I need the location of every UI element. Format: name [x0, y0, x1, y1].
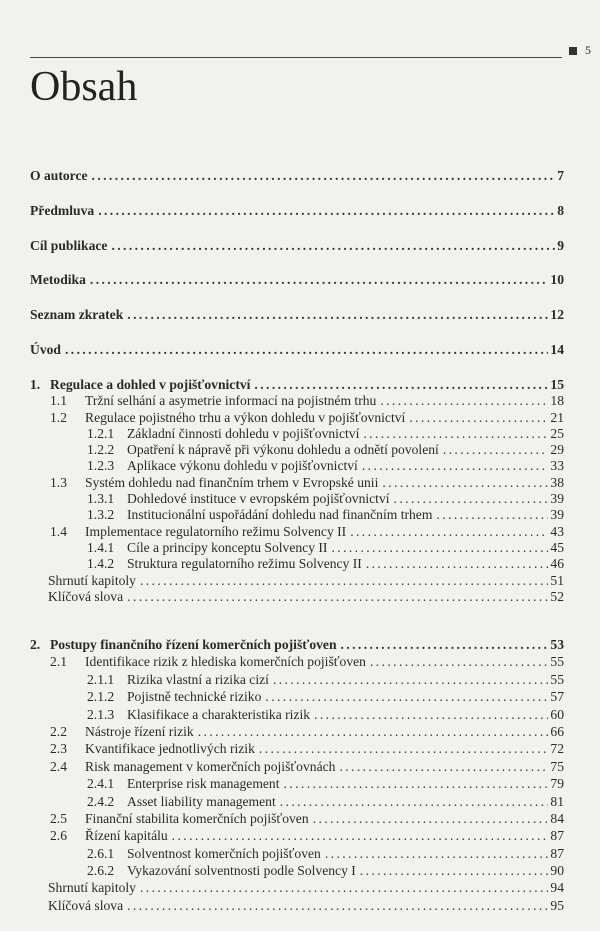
toc-entry-page: 46 — [550, 556, 564, 572]
toc-entry-page: 7 — [557, 168, 564, 183]
toc-entry-title: Základní činnosti dohledu v pojišťovnictví — [127, 425, 360, 441]
toc-entry[interactable] — [30, 636, 564, 653]
toc-entry-number: 2.6.1 — [87, 845, 115, 861]
chapter-1-list — [30, 377, 564, 605]
toc-entry-title: Struktura regulatorního režimu Solvency II — [127, 556, 362, 572]
toc-entry[interactable] — [30, 758, 564, 775]
toc-entry-page: 87 — [550, 828, 564, 844]
toc-entry-title: Kvantifikace jednotlivých rizik — [85, 741, 255, 757]
toc-entry-page: 43 — [550, 523, 564, 539]
dot-leader — [409, 410, 548, 426]
toc-entry-number: 1.4.1 — [87, 539, 115, 555]
dot-leader — [254, 377, 548, 393]
toc-entry-page: 94 — [550, 880, 564, 896]
toc-entry-page: 66 — [550, 723, 564, 739]
toc-entry-number: 1.4 — [50, 523, 67, 539]
toc-entry[interactable] — [30, 194, 564, 229]
toc-entry-page: 15 — [550, 377, 564, 392]
toc-entry[interactable] — [30, 540, 564, 556]
dot-leader — [380, 393, 548, 409]
toc-entry[interactable] — [30, 740, 564, 757]
toc-entry-title: Dohledové instituce v evropském pojišťovnictví — [127, 491, 390, 507]
dot-leader — [325, 845, 549, 862]
toc-entry-title: Risk management v komerčních pojišťovnách — [85, 758, 336, 774]
toc-entry-number: 2.1 — [50, 654, 67, 670]
toc-entry-page: 39 — [550, 507, 564, 523]
toc-entry-page: 72 — [550, 741, 564, 757]
dot-leader — [339, 758, 548, 775]
dot-leader — [127, 298, 548, 333]
dot-leader — [314, 706, 548, 723]
toc-entry-page: 29 — [550, 442, 564, 458]
toc-entry-title: Úvod — [30, 341, 61, 357]
toc-entry-title: Seznam zkratek — [30, 307, 124, 323]
page-title: Obsah — [30, 64, 138, 110]
toc-entry-number: 2. — [30, 637, 41, 652]
toc-entry-page: 45 — [550, 539, 564, 555]
dot-leader — [370, 653, 548, 670]
dot-leader — [90, 263, 549, 298]
dot-leader — [363, 426, 548, 442]
front-matter-list — [30, 159, 564, 368]
dot-leader — [284, 775, 549, 792]
toc-entry[interactable] — [30, 410, 564, 426]
toc-entry-page: 55 — [550, 671, 564, 687]
dot-leader — [172, 827, 549, 844]
toc-entry-page: 8 — [557, 202, 564, 218]
toc-entry-title: Solventnost komerčních pojišťoven — [127, 845, 321, 861]
toc-entry-title: O autorce — [30, 168, 88, 183]
toc-entry[interactable] — [30, 879, 564, 896]
toc-entry-number: 1.2 — [50, 409, 67, 425]
toc-entry-number: 2.4 — [50, 758, 67, 774]
toc-entry-page: 52 — [550, 588, 564, 604]
toc-entry-page: 90 — [550, 863, 564, 879]
toc-entry[interactable] — [30, 793, 564, 810]
toc-entry-title: Pojistně technické riziko — [127, 689, 262, 705]
toc-entry-number: 2.5 — [50, 810, 67, 826]
toc-entry-title: Institucionální uspořádání dohledu nad finančním trhem — [127, 507, 433, 523]
toc-entry[interactable] — [30, 393, 564, 409]
toc-entry[interactable] — [30, 491, 564, 507]
toc-entry-page: 38 — [550, 474, 564, 490]
dot-leader — [331, 540, 548, 556]
toc-entry[interactable] — [30, 556, 564, 572]
toc-entry[interactable] — [30, 442, 564, 458]
toc-entry[interactable] — [30, 426, 564, 442]
toc-entry-number: 2.1.1 — [87, 671, 115, 687]
toc-entry-title: Řízení kapitálu — [85, 828, 168, 844]
toc-entry-title: Identifikace rizik z hlediska komerčních pojišťoven — [85, 654, 366, 670]
dot-leader — [198, 723, 549, 740]
toc-entry-title: Shrnutí kapitoly — [48, 880, 136, 896]
toc-entry[interactable] — [30, 573, 564, 589]
toc-entry-title: Cíle a principy konceptu Solvency II — [127, 539, 328, 555]
toc-entry[interactable] — [30, 377, 564, 393]
toc-entry[interactable] — [30, 475, 564, 491]
toc-entry-number: 2.4.1 — [87, 776, 115, 792]
dot-leader — [280, 793, 549, 810]
toc-entry-page: 9 — [557, 237, 564, 253]
dot-leader — [127, 589, 548, 605]
toc-entry[interactable] — [30, 706, 564, 723]
toc-entry-title: Nástroje řízení rizik — [85, 723, 194, 739]
toc-entry-page: 12 — [550, 307, 564, 323]
toc-entry-page: 18 — [550, 393, 564, 409]
dot-leader — [265, 688, 548, 705]
toc-entry[interactable] — [30, 775, 564, 792]
dot-leader — [127, 897, 548, 914]
toc-entry[interactable] — [30, 862, 564, 879]
toc-entry[interactable] — [30, 507, 564, 523]
toc-entry-page: 39 — [550, 491, 564, 507]
toc-entry[interactable] — [30, 827, 564, 844]
toc-entry-page: 55 — [550, 654, 564, 670]
dot-leader — [259, 740, 549, 757]
toc-entry-page: 21 — [550, 409, 564, 425]
toc-entry-page: 10 — [550, 272, 564, 288]
dot-leader — [111, 229, 555, 264]
toc-entry-title: Klasifikace a charakteristika rizik — [127, 706, 311, 722]
toc-entry-title: Vykazování solventnosti podle Solvency I — [127, 863, 356, 879]
toc-entry-number: 1.2.2 — [87, 442, 115, 458]
dot-leader — [443, 442, 549, 458]
toc-entry[interactable] — [30, 298, 564, 333]
toc-entry-number: 2.3 — [50, 741, 67, 757]
toc-entry-page: 95 — [550, 897, 564, 913]
toc-entry[interactable] — [30, 653, 564, 670]
dot-leader — [360, 862, 549, 879]
toc-entry-page: 81 — [550, 793, 564, 809]
toc-entry-page: 79 — [550, 776, 564, 792]
toc-entry-page: 14 — [550, 341, 564, 357]
toc-entry[interactable] — [30, 333, 564, 368]
toc-entry-number: 1.3.1 — [87, 491, 115, 507]
toc-entry[interactable] — [30, 810, 564, 827]
chapter-2-list — [30, 636, 564, 914]
dot-leader — [362, 458, 549, 474]
dot-leader — [394, 491, 549, 507]
toc-entry-title: Cíl publikace — [30, 237, 108, 253]
toc-entry-title: Rizika vlastní a rizika cizí — [127, 671, 269, 687]
toc-entry[interactable] — [30, 458, 564, 474]
header-square-marker — [569, 47, 577, 55]
toc-entry-title: Regulace pojistného trhu a výkon dohledu v pojišťovnictví — [85, 409, 406, 425]
toc-entry[interactable] — [30, 671, 564, 688]
dot-leader — [341, 636, 549, 653]
dot-leader — [140, 573, 548, 589]
toc-entry-title: Předmluva — [30, 202, 95, 218]
toc-entry-title: Regulace a dohled v pojišťovnictví — [50, 377, 251, 392]
dot-leader — [92, 159, 556, 194]
toc-entry-page: 53 — [550, 637, 564, 652]
toc-entry-title: Aplikace výkonu dohledu v pojišťovnictví — [127, 458, 358, 474]
toc-entry[interactable] — [30, 159, 564, 194]
dot-leader — [313, 810, 549, 827]
toc-entry-number: 2.6.2 — [87, 863, 115, 879]
toc-entry[interactable] — [30, 524, 564, 540]
toc-entry-title: Klíčová slova — [48, 897, 124, 913]
toc-entry[interactable] — [30, 897, 564, 914]
toc-entry-title: Tržní selhání a asymetrie informací na pojistném trhu — [85, 393, 377, 409]
toc-entry-number: 1.2.3 — [87, 458, 115, 474]
toc-entry-number: 1.2.1 — [87, 425, 115, 441]
toc-entry-title: Klíčová slova — [48, 588, 124, 604]
dot-leader — [366, 556, 549, 572]
toc-entry-page: 33 — [550, 458, 564, 474]
toc-entry-title: Implementace regulatorního režimu Solvency II — [85, 523, 347, 539]
toc-entry[interactable] — [30, 688, 564, 705]
toc-entry-number: 1.3 — [50, 474, 67, 490]
toc-entry-page: 57 — [550, 689, 564, 705]
toc-entry-title: Postupy finančního řízení komerčních pojišťoven — [50, 637, 337, 652]
toc-entry-number: 2.1.3 — [87, 706, 115, 722]
toc-entry-number: 1.3.2 — [87, 507, 115, 523]
dot-leader — [382, 475, 548, 491]
toc-entry-number: 1.4.2 — [87, 556, 115, 572]
toc-entry-title: Finanční stabilita komerčních pojišťoven — [85, 810, 309, 826]
toc-entry-title: Systém dohledu nad finančním trhem v Evropské unii — [85, 474, 379, 490]
dot-leader — [273, 671, 548, 688]
toc-entry-page: 51 — [550, 572, 564, 588]
toc-entry-number: 2.4.2 — [87, 793, 115, 809]
toc-entry[interactable] — [30, 845, 564, 862]
toc-entry-number: 2.2 — [50, 723, 67, 739]
toc-entry[interactable] — [30, 589, 564, 605]
toc-entry-title: Metodika — [30, 272, 86, 288]
dot-leader — [350, 524, 548, 540]
toc-entry-page: 25 — [550, 425, 564, 441]
toc-entry[interactable] — [30, 723, 564, 740]
header-rule — [30, 57, 562, 58]
toc-entry-title: Shrnutí kapitoly — [48, 572, 136, 588]
toc-entry[interactable] — [30, 263, 564, 298]
toc-entry-title: Asset liability management — [127, 793, 276, 809]
toc-entry-page: 60 — [550, 706, 564, 722]
toc-entry-number: 1. — [30, 377, 41, 392]
toc-entry-page: 87 — [550, 845, 564, 861]
toc-entry-title: Opatření k nápravě při výkonu dohledu a odnětí povolení — [127, 442, 439, 458]
toc-entry-title: Enterprise risk management — [127, 776, 280, 792]
toc-entry-page: 75 — [550, 758, 564, 774]
toc-entry[interactable] — [30, 229, 564, 264]
dot-leader — [98, 194, 555, 229]
dot-leader — [140, 879, 548, 896]
dot-leader — [65, 333, 548, 368]
toc-entry-page: 84 — [550, 810, 564, 826]
toc-entry-number: 1.1 — [50, 393, 67, 409]
toc-entry-number: 2.1.2 — [87, 689, 115, 705]
dot-leader — [436, 507, 548, 523]
toc-entry-number: 2.6 — [50, 828, 67, 844]
page-number: 5 — [585, 43, 591, 57]
